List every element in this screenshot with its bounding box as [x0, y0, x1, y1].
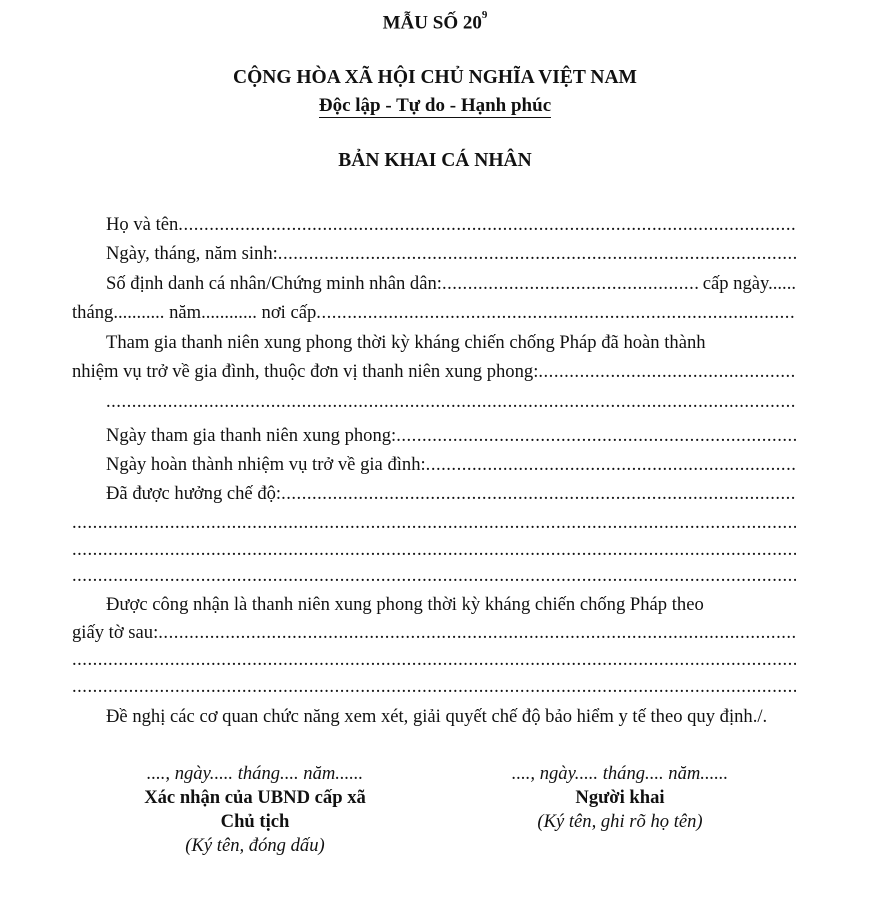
- issue-year-text: năm: [169, 302, 202, 323]
- benefits-continuation-1-dots: [72, 511, 796, 535]
- right-date-line: ...., ngày..... tháng.... năm......: [511, 763, 729, 784]
- benefits-field[interactable]: [106, 482, 796, 508]
- right-note: (Ký tên, ghi rõ họ tên): [537, 811, 703, 832]
- form-code-text: MẪU SỐ 20: [382, 12, 482, 34]
- issue-place-dots: [316, 301, 796, 325]
- unit-continuation-dots: [106, 390, 796, 414]
- nation-name: CỘNG HÒA XÃ HỘI CHỦ NGHĨA VIỆT NAM: [233, 67, 637, 88]
- benefits-continuation-3-dots: [72, 564, 796, 588]
- issue-place-text: nơi cấp: [261, 302, 317, 323]
- birth-date-field[interactable]: [106, 242, 796, 268]
- full-name-dots: [178, 213, 796, 237]
- benefits-continuation-2-dots: [72, 538, 796, 562]
- unit-label: nhiệm vụ trở về gia đình, thuộc đơn vị thanh niên xung phong:: [72, 361, 539, 382]
- join-date-dots: [396, 424, 796, 448]
- left-title: Chủ tịch: [220, 811, 290, 832]
- benefits-dots: [281, 482, 796, 506]
- recognition-docs-dots: [158, 621, 796, 645]
- recognition-docs-label: giấy tờ sau:: [72, 622, 159, 643]
- document-title: BẢN KHAI CÁ NHÂN: [338, 150, 532, 171]
- unit-field[interactable]: [72, 360, 796, 386]
- issue-details-field[interactable]: [72, 301, 796, 327]
- recognition-continuation-1-dots: [72, 648, 796, 672]
- birth-date-dots: [278, 242, 796, 266]
- issue-date-label: cấp ngày......: [702, 273, 796, 294]
- form-code-footnote: 9: [481, 9, 488, 21]
- return-date-field[interactable]: [106, 453, 796, 479]
- full-name-field[interactable]: [106, 213, 796, 239]
- right-role: Người khai: [575, 787, 665, 808]
- join-date-field[interactable]: [106, 424, 796, 450]
- unit-dots: [538, 360, 796, 384]
- commune-confirmation-block: [90, 762, 420, 858]
- issue-month-label: tháng........... năm............ nơi cấp: [72, 302, 317, 323]
- birth-date-label: Ngày, tháng, năm sinh:: [106, 243, 278, 264]
- participation-line-1: Tham gia thanh niên xung phong thời kỳ kháng chiến chống Pháp đã hoàn thành: [106, 332, 706, 353]
- recognition-continuation-2[interactable]: [72, 675, 796, 701]
- unit-continuation[interactable]: [106, 390, 796, 416]
- benefits-continuation-3[interactable]: [72, 564, 796, 590]
- recognition-docs-field[interactable]: [72, 621, 796, 647]
- motto-text: Độc lập - Tự do - Hạnh phúc: [318, 95, 552, 116]
- request-statement: Đề nghị các cơ quan chức năng xem xét, giải quyết chế độ bảo hiểm y tế theo quy định./.: [106, 706, 768, 727]
- benefits-continuation-2[interactable]: [72, 538, 796, 564]
- left-role: Xác nhận của UBND cấp xã: [144, 787, 366, 808]
- benefits-continuation-1[interactable]: [72, 511, 796, 537]
- recognition-line-1: Được công nhận là thanh niên xung phong thời kỳ kháng chiến chống Pháp theo: [106, 594, 704, 615]
- left-date-line: ...., ngày..... tháng.... năm......: [146, 763, 364, 784]
- issue-month-text: tháng: [72, 302, 114, 323]
- recognition-continuation-2-dots: [72, 675, 796, 699]
- id-number-label: Số định danh cá nhân/Chứng minh nhân dân:: [106, 273, 442, 294]
- return-date-label: Ngày hoàn thành nhiệm vụ trở về gia đình:: [106, 454, 426, 475]
- full-name-label: Họ và tên: [106, 214, 179, 235]
- issue-date-text: cấp ngày: [702, 273, 769, 294]
- return-date-dots: [426, 453, 796, 477]
- id-number-dots: [442, 272, 698, 296]
- form-code: [0, 9, 870, 34]
- declarant-block: [455, 762, 785, 834]
- join-date-label: Ngày tham gia thanh niên xung phong:: [106, 425, 397, 446]
- benefits-label: Đã được hưởng chế độ:: [106, 483, 282, 504]
- id-number-field[interactable]: [106, 272, 796, 298]
- left-note: (Ký tên, đóng dấu): [185, 835, 325, 856]
- motto: [0, 95, 870, 117]
- recognition-continuation-1[interactable]: [72, 648, 796, 674]
